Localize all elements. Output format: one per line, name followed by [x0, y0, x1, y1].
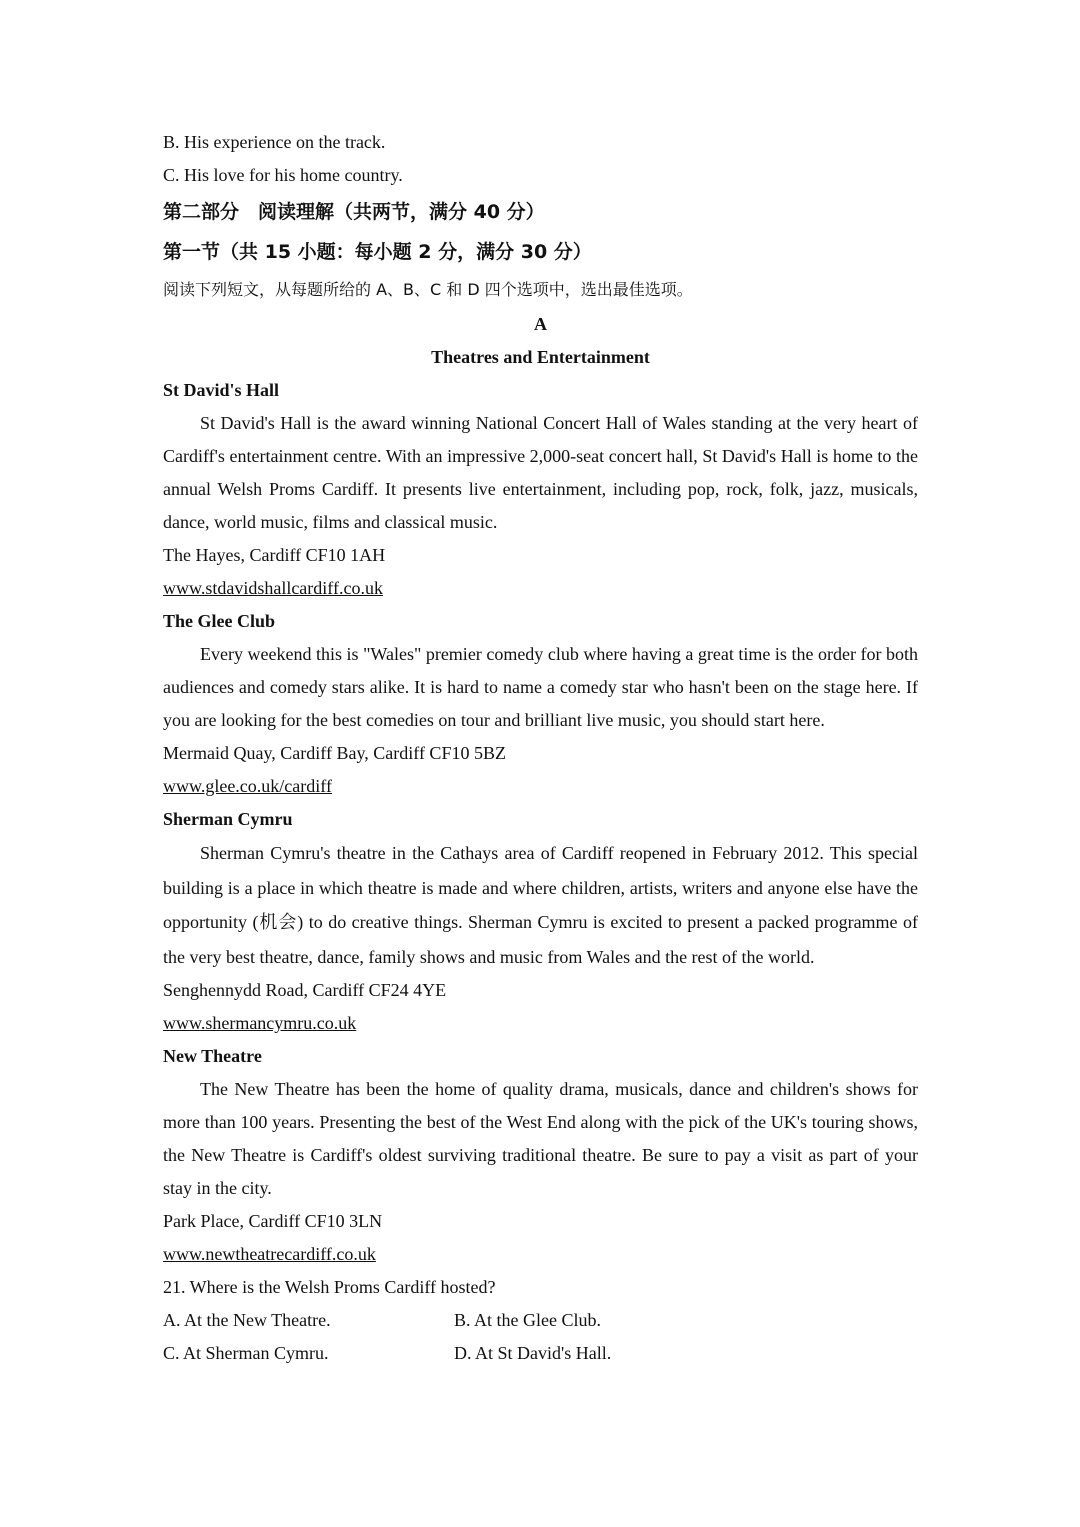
venue-st-davids-hall [163, 374, 918, 605]
option-a[interactable]: A. At the New Theatre. [163, 1310, 331, 1330]
venue-description: St David's Hall is the award winning National Concert Hall of Wales standing at the very heart of Cardiff's entertainment centre. With an impressive 2,000-seat concert hall, St David's Hall is home to the annual Welsh Proms Cardiff. It presents live entertainment, including pop, rock, folk, jazz, musicals, dance, world music, films and classical music. [163, 413, 918, 532]
venue-address: Park Place, Cardiff CF10 3LN [163, 1211, 383, 1231]
carryover-option-c: C. His love for his home country. [163, 165, 403, 185]
venue-address: Mermaid Quay, Cardiff Bay, Cardiff CF10 5BZ [163, 743, 506, 763]
venue-address: Senghennydd Road, Cardiff CF24 4YE [163, 980, 447, 1000]
venue-description: The New Theatre has been the home of quality drama, musicals, dance and children's shows for more than 100 years. Presenting the best of the West End along with the pick of the UK's touring shows, the New Theatre is Cardiff's oldest surviving traditional theatre. Be sure to pay a visit as part of your stay in the city. [163, 1079, 918, 1198]
venue-name: St David's Hall [163, 380, 280, 400]
venue-name: The Glee Club [163, 611, 276, 631]
venue-address: The Hayes, Cardiff CF10 1AH [163, 545, 386, 565]
venue-website-link[interactable]: www.newtheatrecardiff.co.uk [163, 1244, 376, 1264]
question-stem: 21. Where is the Welsh Proms Cardiff hosted? [163, 1277, 496, 1297]
subsection-heading: 第一节（共 15 小题：每小题 2 分，满分 30 分） [163, 241, 592, 263]
option-d[interactable]: D. At St David's Hall. [454, 1343, 612, 1363]
question-21 [163, 1271, 918, 1370]
venue-website-link[interactable]: www.stdavidshallcardiff.co.uk [163, 578, 383, 598]
venue-name: New Theatre [163, 1046, 262, 1066]
venue-description: Every weekend this is "Wales" premier comedy club where having a great time is the order for both audiences and comedy stars alike. It is hard to name a comedy star who hasn't been on the stage here. If you are looking for the best comedies on tour and brilliant live music, you should start here. [163, 644, 918, 730]
exam-page [163, 126, 918, 1370]
options-row [163, 1337, 918, 1370]
carryover-option-b: B. His experience on the track. [163, 132, 386, 152]
venue-glee-club [163, 605, 918, 803]
option-b[interactable]: B. At the Glee Club. [454, 1310, 601, 1330]
passage-title: Theatres and Entertainment [431, 347, 650, 367]
venue-name: Sherman Cymru [163, 809, 293, 829]
options-row [163, 1304, 918, 1337]
venue-website-link[interactable]: www.shermancymru.co.uk [163, 1013, 357, 1033]
venue-website-link[interactable]: www.glee.co.uk/cardiff [163, 776, 332, 796]
venue-sherman-cymru [163, 803, 918, 1040]
passage-letter: A [534, 314, 547, 334]
instructions: 阅读下列短文，从每题所给的 A、B、C 和 D 四个选项中，选出最佳选项。 [163, 280, 693, 299]
venue-description: Sherman Cymru's theatre in the Cathays area of Cardiff reopened in February 2012. This special building is a place in which theatre is made and where children, artists, writers and anyone else have the opportunity (机会) to do creative things. Sherman Cymru is excited to present a packed programme of the very best theatre, dance, family shows and music from Wales and the rest of the world. [163, 843, 918, 967]
option-c[interactable]: C. At Sherman Cymru. [163, 1343, 329, 1363]
section-heading: 第二部分 阅读理解（共两节，满分 40 分） [163, 201, 545, 223]
venue-new-theatre [163, 1040, 918, 1271]
